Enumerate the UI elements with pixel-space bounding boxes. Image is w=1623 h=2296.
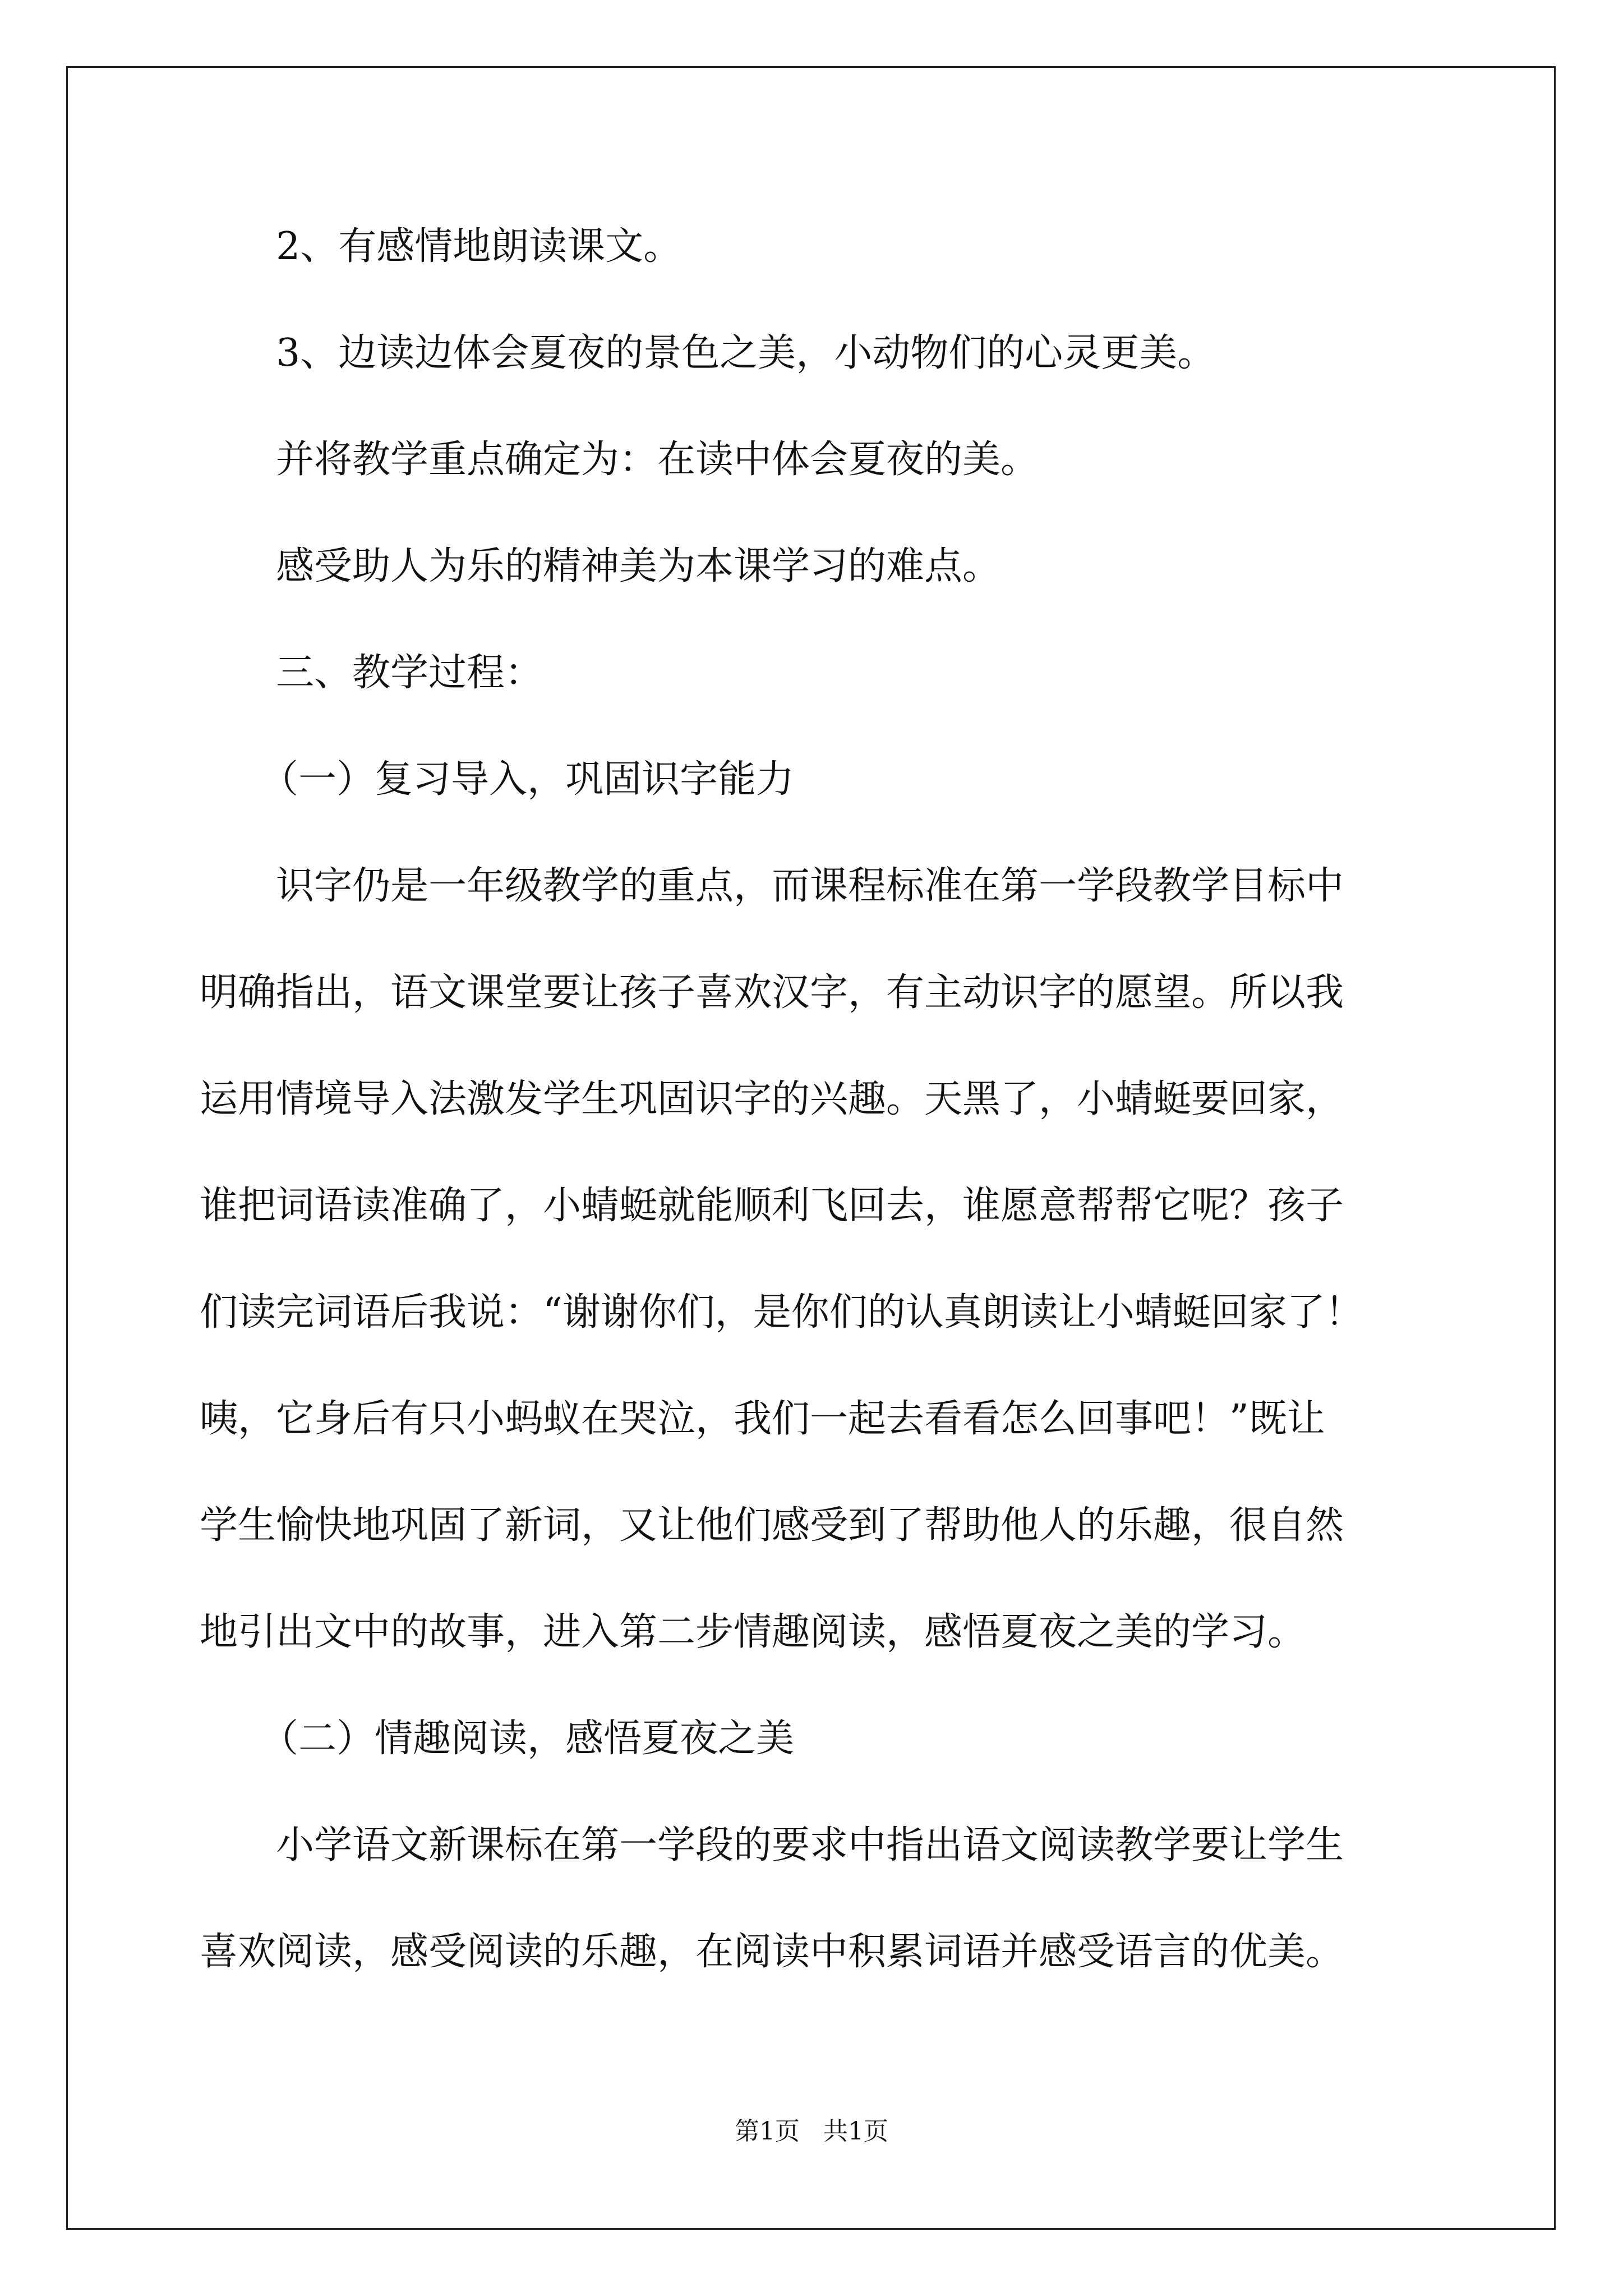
objective-3: 3、边读边体会夏夜的景色之美，小动物们的心灵更美。	[276, 331, 1216, 375]
teaching-focus: 并将教学重点确定为：在读中体会夏夜的美。	[276, 438, 1039, 482]
paragraph-line: 小学语文新课标在第一学段的要求中指出语文阅读教学要让学生	[276, 1823, 1344, 1867]
paragraph-line: 运用情境导入法激发学生巩固识字的兴趣。天黑了，小蜻蜓要回家，	[200, 1077, 1344, 1121]
paragraph-interest-reading	[200, 1816, 1461, 1981]
page-number-footer: 第1页 共1页	[735, 2117, 888, 2146]
paragraph-line: 识字仍是一年级教学的重点，而课程标准在第一学段教学目标中	[276, 864, 1344, 908]
paragraph-line: 地引出文中的故事，进入第二步情趣阅读，感悟夏夜之美的学习。	[200, 1610, 1306, 1654]
paragraph-line: 谁把词语读准确了，小蜻蜓就能顺利飞回去，谁愿意帮帮它呢？孩子	[200, 1184, 1344, 1228]
paragraph-line: 明确指出，语文课堂要让孩子喜欢汉字，有主动识字的愿望。所以我	[200, 970, 1344, 1015]
paragraph-line: 咦，它身后有只小蚂蚁在哭泣，我们一起去看看怎么回事吧！”既让	[200, 1397, 1325, 1441]
subheading-interest-reading: （二）情趣阅读，感悟夏夜之美	[260, 1717, 795, 1761]
section-heading-process: 三、教学过程：	[276, 651, 543, 695]
teaching-difficulty: 感受助人为乐的精神美为本课学习的难点。	[276, 544, 1001, 588]
document-body	[200, 218, 1461, 2030]
paragraph-line: 们读完词语后我说：“谢谢你们，是你们的认真朗读让小蜻蜓回家了！	[200, 1290, 1363, 1335]
objective-2: 2、有感情地朗读课文。	[276, 224, 682, 269]
paragraph-line: 学生愉快地巩固了新词，又让他们感受到了帮助他人的乐趣，很自然	[200, 1503, 1344, 1548]
paragraph-line: 喜欢阅读，感受阅读的乐趣，在阅读中积累词语并感受语言的优美。	[200, 1930, 1344, 1974]
paragraph-review-intro	[200, 857, 1461, 1662]
subheading-review-intro: （一）复习导入，巩固识字能力	[260, 757, 795, 802]
